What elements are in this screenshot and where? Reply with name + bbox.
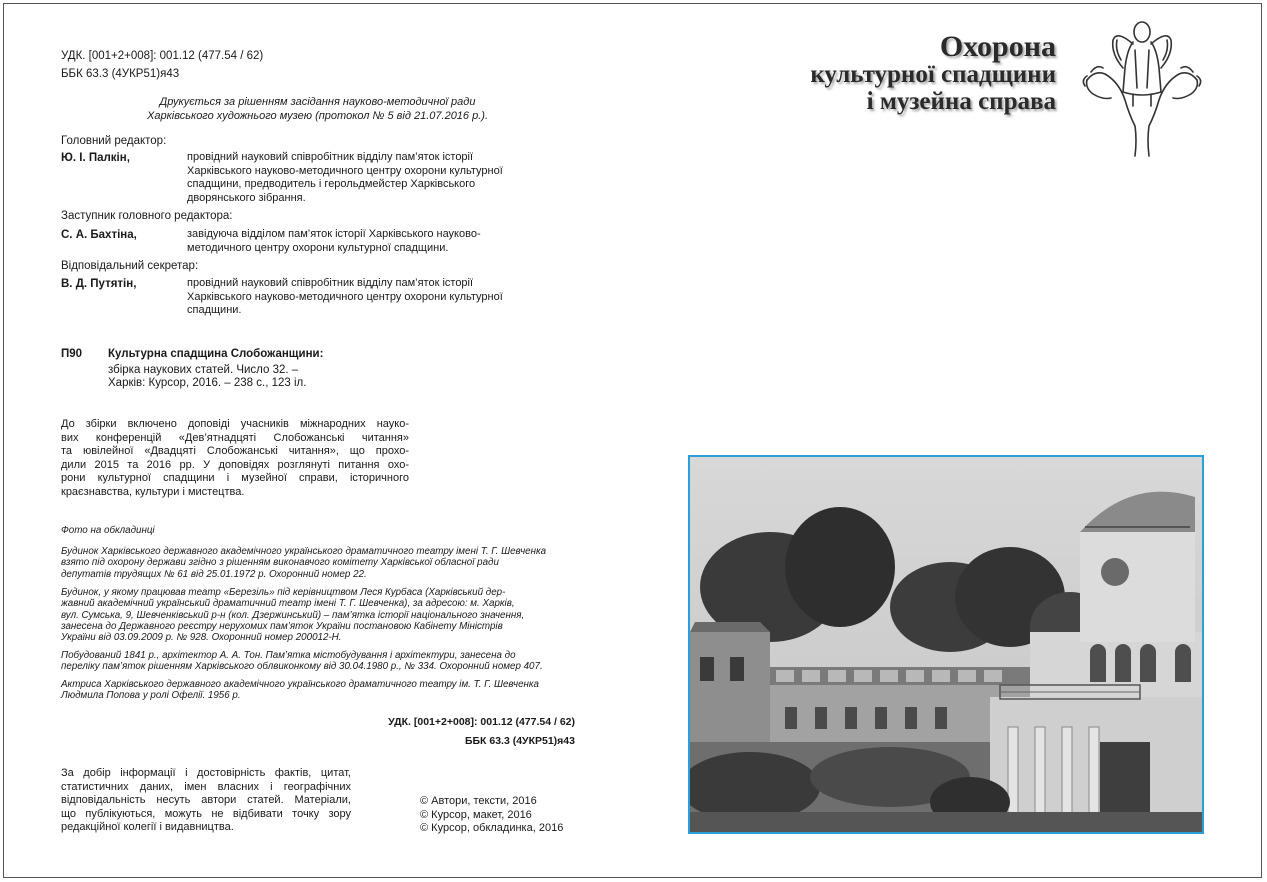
editor-role-chief: Головний редактор: (61, 135, 167, 147)
disclaimer: За добір інформації і достовірність фактів, цитат, статистичних даних, імен власних і географічних відповідальність несуть автори статей. Матеріали, що публікуються, можуть не відбивати точку зору редакційної колегії і видавництва. (61, 767, 351, 833)
udk-code: УДК. [001+2+008]: 001.12 (477.54 / 62) (61, 50, 264, 62)
editor-name-deputy: С. А. Бахтіна, (61, 229, 137, 241)
cover-photo-label: Фото на обкладинці (61, 525, 155, 536)
editor-desc-secretary: провідний науковий співробітник відділу пам’яток історії Харківського науково-методичного центру охорони культурної спадщини. (187, 277, 503, 316)
print-approval-note: Друкується за рішенням засідання науково-методичної ради Харківського художнього музею (протокол № 5 від 21.07.2016 р.). (147, 96, 488, 122)
editor-desc-deputy: завідуюча відділом пам’яток історії Харківського науково- методичного центру охорони культурної спадщини. (187, 228, 481, 254)
catalog-code: П90 (61, 348, 83, 360)
bbk-code: ББК 63.3 (4УКР51)я43 (61, 68, 180, 80)
cover-photo-building (688, 455, 1204, 834)
udk-code-footer: УДК. [001+2+008]: 001.12 (477.54 / 62) (388, 716, 575, 728)
editor-desc-chief: провідний науковий співробітник відділу пам’яток історії Харківського науково-методичного центру охорони культурної спадщини, предводитель і герольдмейстер Харківського дворянського зібрання. (187, 151, 503, 204)
photo-note-2: Будинок, у якому працював театр «Березіль» під керівництвом Леся Курбаса (Харківський дер- жавний академічний український драматичний театр імені Т. Г. Шевченка), за адресою: м. Харків, вул. Сумська, 9, Шевченківський р-н (кол. Дзержинський) – пам’ятка історії національного значення, занесена до Державного реєстру нерухомих пам’яток України постановою Кабінету Міністрів України від 03.09.2009 р. № 928. Охоронний номер 200012-Н. (61, 587, 525, 644)
abstract: До збірки включено доповіді учасників міжнародних науко- вих конференцій «Дев’ятнадцяті Слобожанські читання» та ювілейної «Двадцяті Слобожанські читання», що прохо- дили 2015 та 2016 рр. У доповідях розглянуті питання охо- рони культурної спадщини і музейної справи, історичного краєзнавства, культури і мистецтва. (61, 418, 409, 498)
udk-footer (388, 713, 575, 751)
catalog-title: Культурна спадщина Слобожанщини: (108, 348, 324, 360)
hands-angel-logo (1077, 10, 1207, 160)
editor-name-secretary: В. Д. Путятін, (61, 278, 137, 290)
editor-name-chief: Ю. І. Палкін, (61, 152, 130, 164)
photo-note-1: Будинок Харківського державного академічного українського драматичного театру імені Т. Г. Шевченка взято під охорону держави згідно з рішенням виконавчого комітету Харківської обласної ради депутатів трудящих № 61 від 25.01.1972 р. Охоронний номер 22. (61, 546, 547, 580)
copyright-block: © Автори, тексти, 2016 © Курсор, макет, 2016 © Курсор, обкладинка, 2016 (420, 795, 564, 834)
catalog-details: збірка наукових статей. Число 32. – Харків: Курсор, 2016. – 238 с., 123 іл. (108, 364, 307, 389)
photo-note-3: Побудований 1841 р., архітектор А. А. Тон. Пам’ятка містобудування і архітектури, занесена до переліку пам’яток рішенням Харківського облвиконкому від 30.04.1980 р., № 334. Охоронний номер 407. (61, 650, 543, 673)
series-title: Охорона культурної спадщини і музейна справа (810, 30, 1056, 115)
bbk-code-footer: ББК 63.3 (4УКР51)я43 (464, 735, 575, 747)
editor-role-secretary: Відповідальний секретар: (61, 260, 199, 272)
editor-role-deputy: Заступник головного редактора: (61, 210, 233, 222)
photo-note-4: Актриса Харківського державного академічного українського драматичного театру ім. Т. Г. Шевченка Людмила Попова у ролі Офелії. 1956 р. (61, 679, 539, 702)
udk-header (61, 47, 263, 83)
